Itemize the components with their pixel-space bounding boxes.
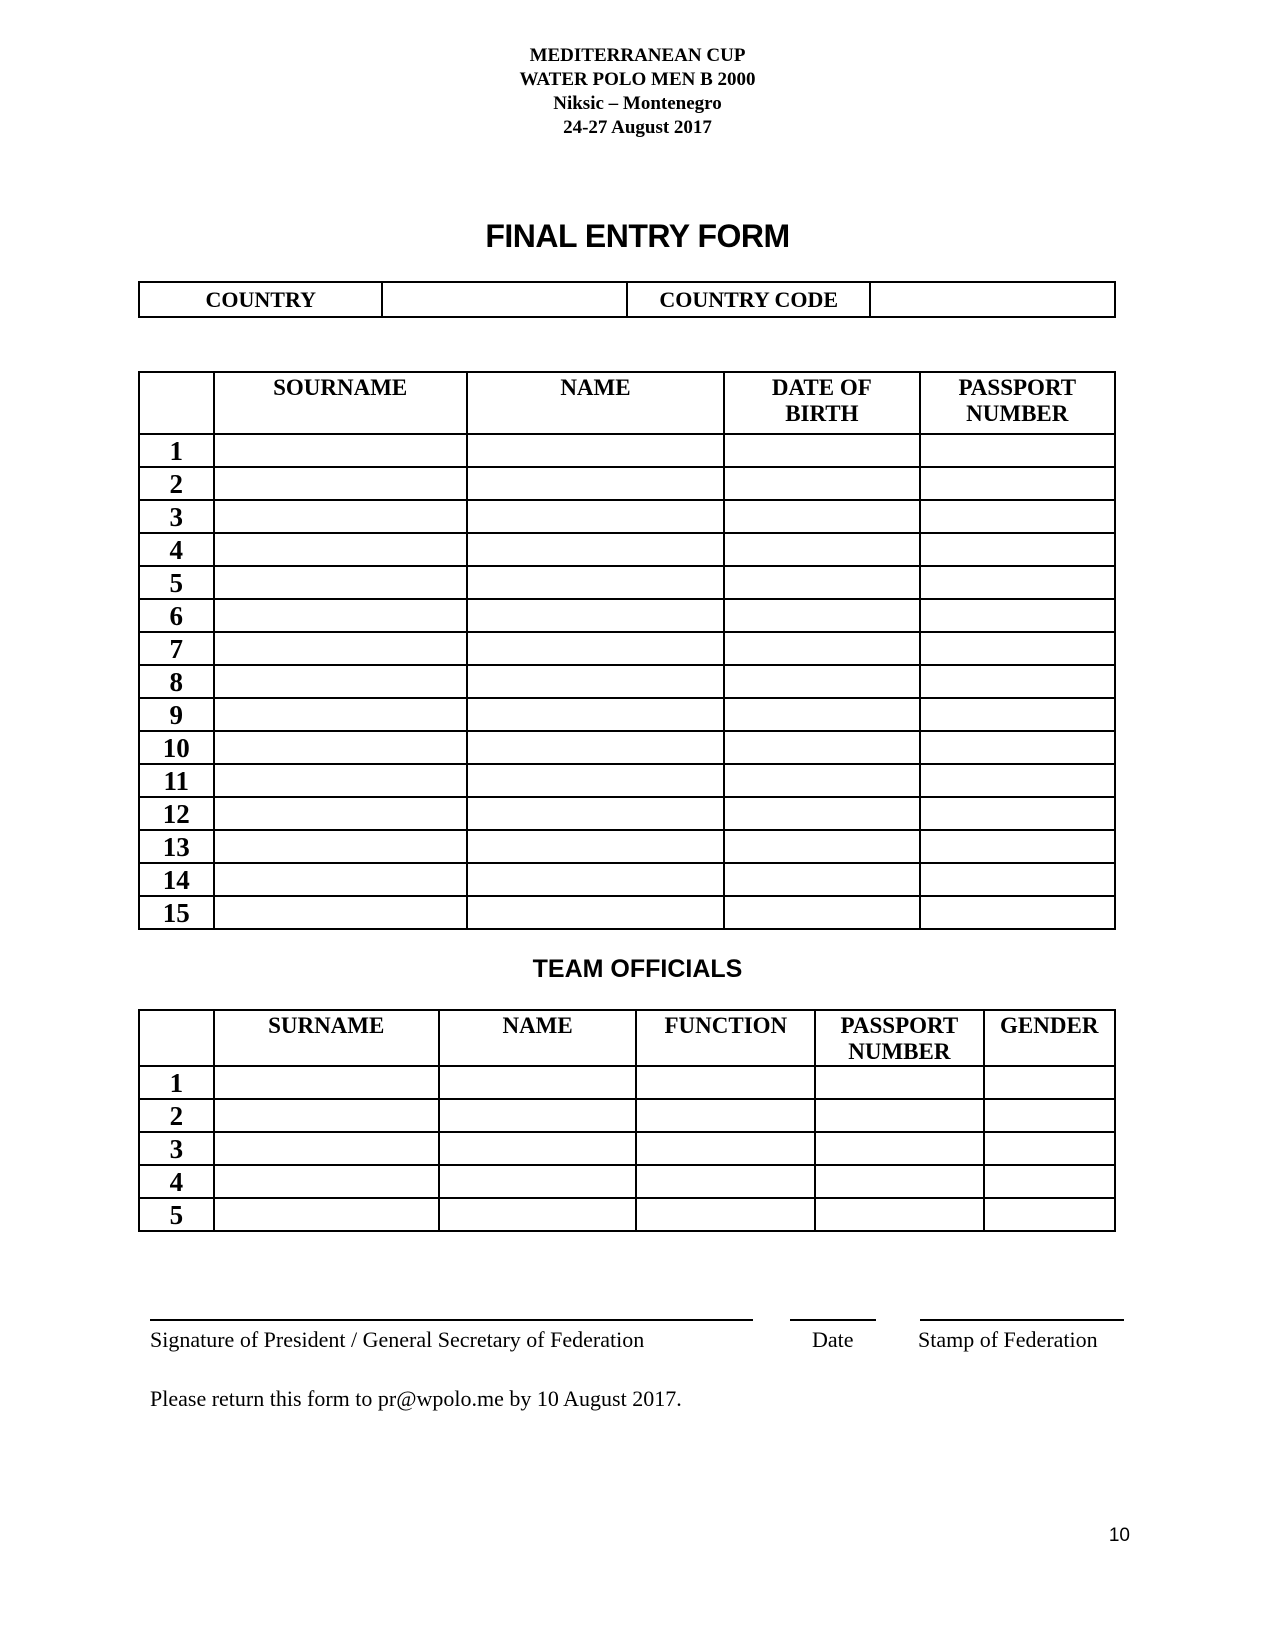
players-surname-header: SOURNAME — [214, 372, 467, 434]
officials-function-header: FUNCTION — [636, 1010, 815, 1066]
player-row-number: 2 — [139, 467, 214, 500]
player-row — [139, 863, 1115, 896]
country-table — [138, 281, 1116, 318]
official-row-number: 3 — [139, 1132, 214, 1165]
player-row — [139, 665, 1115, 698]
player-dob-cell[interactable] — [724, 830, 919, 863]
player-name-cell[interactable] — [467, 896, 724, 929]
player-row-number: 7 — [139, 632, 214, 665]
player-row — [139, 599, 1115, 632]
stamp-line[interactable] — [920, 1319, 1124, 1321]
player-passport-cell[interactable] — [920, 434, 1115, 467]
official-passport-cell[interactable] — [815, 1165, 983, 1198]
officials-surname-header: SURNAME — [214, 1010, 439, 1066]
player-surname-cell[interactable] — [214, 896, 467, 929]
official-passport-cell[interactable] — [815, 1132, 983, 1165]
official-row-number: 4 — [139, 1165, 214, 1198]
player-dob-cell[interactable] — [724, 632, 919, 665]
officials-passport-header-line1: PASSPORT — [840, 1013, 959, 1038]
player-passport-cell[interactable] — [920, 599, 1115, 632]
player-surname-cell[interactable] — [214, 665, 467, 698]
official-function-cell[interactable] — [636, 1198, 815, 1231]
official-name-cell[interactable] — [439, 1198, 637, 1231]
player-row-number: 13 — [139, 830, 214, 863]
player-row-number: 15 — [139, 896, 214, 929]
player-row — [139, 434, 1115, 467]
player-name-cell[interactable] — [467, 599, 724, 632]
player-passport-cell[interactable] — [920, 731, 1115, 764]
player-row — [139, 731, 1115, 764]
player-name-cell[interactable] — [467, 500, 724, 533]
official-gender-cell[interactable] — [984, 1198, 1116, 1231]
signature-label: Signature of President / General Secretary of Federation — [150, 1327, 645, 1352]
player-row — [139, 467, 1115, 500]
player-name-cell[interactable] — [467, 830, 724, 863]
officials-table — [138, 1009, 1116, 1232]
player-dob-cell[interactable] — [724, 434, 919, 467]
player-row-number: 12 — [139, 797, 214, 830]
player-row — [139, 896, 1115, 929]
official-row — [139, 1198, 1115, 1231]
official-row-number: 1 — [139, 1066, 214, 1099]
player-dob-cell[interactable] — [724, 599, 919, 632]
event-title: MEDITERRANEAN CUP — [529, 45, 746, 66]
player-surname-cell[interactable] — [214, 566, 467, 599]
stamp-label: Stamp of Federation — [918, 1327, 1098, 1352]
player-row — [139, 500, 1115, 533]
players-dob-header-line1: DATE OF — [771, 375, 872, 400]
official-function-cell[interactable] — [636, 1165, 815, 1198]
country-label: COUNTRY — [139, 282, 382, 317]
player-dob-cell[interactable] — [724, 467, 919, 500]
player-row — [139, 533, 1115, 566]
player-row-number: 3 — [139, 500, 214, 533]
player-dob-cell[interactable] — [724, 533, 919, 566]
official-surname-cell[interactable] — [214, 1066, 439, 1099]
player-name-cell[interactable] — [467, 797, 724, 830]
page-number: 10 — [1108, 1525, 1130, 1546]
player-row-number: 11 — [139, 764, 214, 797]
team-officials-title: TEAM OFFICIALS — [532, 955, 743, 983]
officials-number-header — [139, 1010, 214, 1066]
official-surname-cell[interactable] — [214, 1099, 439, 1132]
player-row — [139, 764, 1115, 797]
country-row — [139, 282, 1115, 317]
player-row — [139, 566, 1115, 599]
player-name-cell[interactable] — [467, 764, 724, 797]
player-name-cell[interactable] — [467, 434, 724, 467]
player-name-cell[interactable] — [467, 698, 724, 731]
player-name-cell[interactable] — [467, 731, 724, 764]
player-row — [139, 797, 1115, 830]
player-row-number: 14 — [139, 863, 214, 896]
official-row — [139, 1132, 1115, 1165]
player-passport-cell[interactable] — [920, 566, 1115, 599]
player-surname-cell[interactable] — [214, 698, 467, 731]
player-surname-cell[interactable] — [214, 599, 467, 632]
official-function-cell[interactable] — [636, 1099, 815, 1132]
player-name-cell[interactable] — [467, 533, 724, 566]
officials-passport-header-line2: NUMBER — [848, 1039, 951, 1064]
player-row-number: 5 — [139, 566, 214, 599]
player-dob-cell[interactable] — [724, 896, 919, 929]
official-name-cell[interactable] — [439, 1132, 637, 1165]
player-surname-cell[interactable] — [214, 533, 467, 566]
player-passport-cell[interactable] — [920, 830, 1115, 863]
player-name-cell[interactable] — [467, 467, 724, 500]
player-row — [139, 698, 1115, 731]
player-name-cell[interactable] — [467, 632, 724, 665]
player-surname-cell[interactable] — [214, 467, 467, 500]
player-dob-cell[interactable] — [724, 764, 919, 797]
official-row — [139, 1099, 1115, 1132]
signature-line[interactable] — [150, 1319, 753, 1321]
official-passport-cell[interactable] — [815, 1066, 983, 1099]
players-passport-header — [920, 372, 1115, 434]
official-passport-cell[interactable] — [815, 1099, 983, 1132]
event-location: Niksic – Montenegro — [553, 93, 722, 114]
player-row-number: 10 — [139, 731, 214, 764]
player-passport-cell[interactable] — [920, 698, 1115, 731]
player-passport-cell[interactable] — [920, 632, 1115, 665]
officials-name-header: NAME — [439, 1010, 637, 1066]
date-label: Date — [812, 1327, 854, 1352]
player-passport-cell[interactable] — [920, 896, 1115, 929]
players-passport-header-line2: NUMBER — [966, 401, 1069, 426]
player-row-number: 9 — [139, 698, 214, 731]
official-row — [139, 1165, 1115, 1198]
officials-passport-header — [815, 1010, 983, 1066]
officials-gender-header: GENDER — [984, 1010, 1116, 1066]
official-surname-cell[interactable] — [214, 1132, 439, 1165]
official-row — [139, 1066, 1115, 1099]
player-name-cell[interactable] — [467, 863, 724, 896]
player-passport-cell[interactable] — [920, 533, 1115, 566]
player-row — [139, 830, 1115, 863]
players-number-header — [139, 372, 214, 434]
country-code-label: COUNTRY CODE — [627, 282, 870, 317]
player-row-number: 6 — [139, 599, 214, 632]
player-surname-cell[interactable] — [214, 764, 467, 797]
player-row — [139, 632, 1115, 665]
official-row-number: 2 — [139, 1099, 214, 1132]
document-header — [0, 44, 1275, 140]
event-dates: 24-27 August 2017 — [563, 117, 712, 138]
player-surname-cell[interactable] — [214, 632, 467, 665]
country-code-field[interactable] — [870, 282, 1115, 317]
player-dob-cell[interactable] — [724, 797, 919, 830]
players-dob-header-line2: BIRTH — [785, 401, 859, 426]
official-name-cell[interactable] — [439, 1099, 637, 1132]
player-row-number: 4 — [139, 533, 214, 566]
players-table — [138, 371, 1116, 930]
players-header-row — [139, 372, 1115, 434]
player-surname-cell[interactable] — [214, 500, 467, 533]
official-name-cell[interactable] — [439, 1066, 637, 1099]
official-gender-cell[interactable] — [984, 1165, 1116, 1198]
official-function-cell[interactable] — [636, 1066, 815, 1099]
country-field[interactable] — [382, 282, 627, 317]
players-dob-header — [724, 372, 919, 434]
player-passport-cell[interactable] — [920, 797, 1115, 830]
official-passport-cell[interactable] — [815, 1198, 983, 1231]
player-passport-cell[interactable] — [920, 500, 1115, 533]
player-dob-cell[interactable] — [724, 500, 919, 533]
players-name-header: NAME — [467, 372, 724, 434]
official-surname-cell[interactable] — [214, 1165, 439, 1198]
player-name-cell[interactable] — [467, 566, 724, 599]
official-gender-cell[interactable] — [984, 1066, 1116, 1099]
player-dob-cell[interactable] — [724, 665, 919, 698]
player-surname-cell[interactable] — [214, 434, 467, 467]
player-dob-cell[interactable] — [724, 698, 919, 731]
player-row-number: 8 — [139, 665, 214, 698]
player-passport-cell[interactable] — [920, 863, 1115, 896]
player-dob-cell[interactable] — [724, 731, 919, 764]
player-passport-cell[interactable] — [920, 665, 1115, 698]
official-function-cell[interactable] — [636, 1132, 815, 1165]
player-name-cell[interactable] — [467, 665, 724, 698]
event-category: WATER POLO MEN B 2000 — [519, 69, 756, 90]
player-passport-cell[interactable] — [920, 764, 1115, 797]
form-title: FINAL ENTRY FORM — [485, 218, 790, 254]
player-surname-cell[interactable] — [214, 830, 467, 863]
officials-header-row — [139, 1010, 1115, 1066]
player-surname-cell[interactable] — [214, 863, 467, 896]
date-line[interactable] — [790, 1319, 876, 1321]
return-instructions: Please return this form to pr@wpolo.me by 10 August 2017. — [150, 1386, 682, 1411]
players-passport-header-line1: PASSPORT — [958, 375, 1077, 400]
official-row-number: 5 — [139, 1198, 214, 1231]
player-row-number: 1 — [139, 434, 214, 467]
player-passport-cell[interactable] — [920, 467, 1115, 500]
player-dob-cell[interactable] — [724, 863, 919, 896]
official-name-cell[interactable] — [439, 1165, 637, 1198]
official-gender-cell[interactable] — [984, 1132, 1116, 1165]
player-surname-cell[interactable] — [214, 731, 467, 764]
official-gender-cell[interactable] — [984, 1099, 1116, 1132]
official-surname-cell[interactable] — [214, 1198, 439, 1231]
player-surname-cell[interactable] — [214, 797, 467, 830]
player-dob-cell[interactable] — [724, 566, 919, 599]
